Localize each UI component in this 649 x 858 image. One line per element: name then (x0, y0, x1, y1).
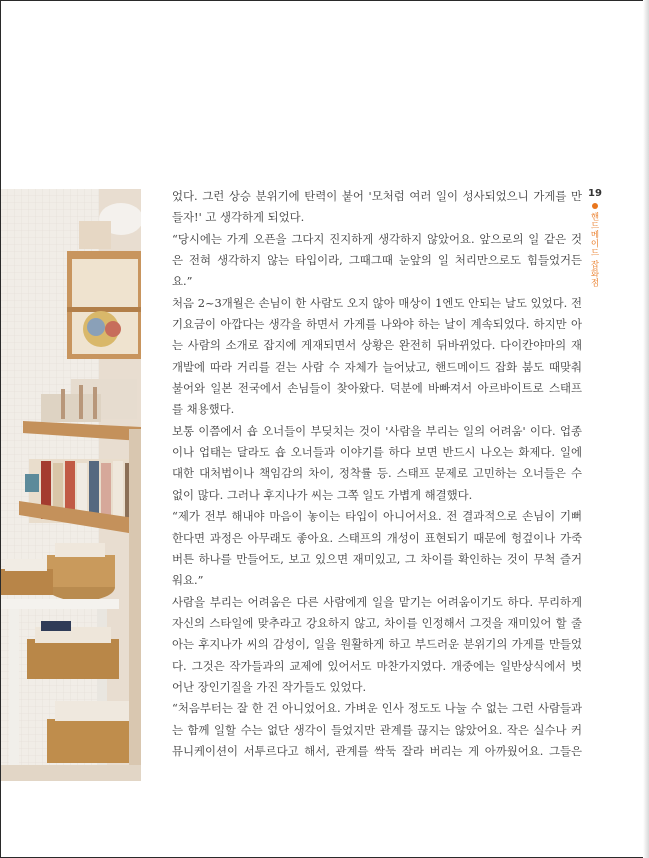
text-line: “제가 전부 해내야 마음이 놓이는 타입이 아니어서요. 전 결과적으로 손님이 기뻐 (172, 509, 582, 524)
folio-dot-icon (592, 203, 598, 209)
shop-shelves-photo (1, 189, 141, 781)
body-text (172, 186, 582, 762)
text-line: 대한 대처법이나 책임감의 차이, 정착률 등. 스태프 문제로 고민하는 오너들은 수 (172, 466, 582, 481)
text-line: 보통 이쯤에서 숍 오너들이 부딪치는 것이 '사람을 부리는 일의 어려움' 이다. 업종 (172, 423, 582, 438)
text-line: 처음 2~3개월은 손님이 한 사람도 오지 않아 매상이 1엔도 안되는 날도 있었다. 전 (172, 295, 582, 310)
text-line: 버튼 하나를 만들어도, 보고 있으면 재미있고, 그 차이를 확인하는 것이 무척 즐거 (172, 551, 582, 566)
text-line: 요.” (172, 274, 193, 289)
text-line: 불어와 일본 전국에서 손님들이 찾아왔다. 덕분에 바빠져서 아르바이트로 스태프 (172, 381, 582, 396)
text-line: 자신의 스타일에 맞추라고 강요하지 않고, 차이를 인정해서 그것을 재미있어 할 줄 (172, 615, 582, 630)
text-line: 어난 장인기질을 가진 작가들도 있었다. (172, 679, 367, 694)
running-head: 핸드메이드 잡화점 (589, 212, 599, 288)
text-line: “당시에는 가게 오픈을 그다지 진지하게 생각하지 않았어요. 앞으로의 일 같은 것 (172, 231, 582, 246)
text-line: 었다. 그런 상승 분위기에 탄력이 붙어 '모처럼 여러 일이 성사되었으니 가게를 만 (172, 189, 582, 203)
text-line: 뮤니케이션이 서투르다고 해서, 관계를 싹둑 잘라 버리는 게 아까웠어요. 그들은 (172, 743, 582, 758)
page-edge-shadow (643, 0, 649, 858)
text-line: 기요금이 아깝다는 생각을 하면서 가게를 나와야 하는 날이 계속되었다. 하지만 아 (172, 317, 582, 332)
text-line: 이나 업태는 달라도 숍 오너들과 이야기를 하다 보면 반드시 나오는 화제다. 일에 (172, 445, 582, 460)
text-line: 사람을 부리는 어려움은 다른 사람에게 일을 맡기는 어려움이기도 하다. 무리하게 (172, 594, 582, 609)
text-line: 없이 많다. 그러나 후지나가 씨는 그쪽 일도 가볍게 해결했다. (172, 487, 473, 502)
text-line: 개발에 따라 거리를 걷는 사람 수 자체가 늘어났고, 핸드메이드 잡화 붐도 때맞춰 (172, 359, 582, 374)
text-line: 는 사람의 소개로 잡지에 게재되면서 상황은 완전히 뒤바뀌었다. 다이칸야마의 재 (172, 338, 582, 353)
text-line: 한다면 과정은 아무래도 좋아요. 스태프의 개성이 표현되기 때문에 헝겊이나 가죽 (172, 530, 582, 545)
text-line: 를 채용했다. (172, 402, 235, 417)
text-line: “처음부터는 잘 한 건 아니었어요. 가벼운 인사 정도도 나눌 수 없는 그런 사람들과 (172, 701, 582, 716)
text-line: 다. 그것은 작가들과의 교제에 있어서도 마찬가지였다. 개중에는 일반상식에서 벗 (172, 658, 582, 673)
text-line: 워요.” (172, 573, 204, 588)
text-line: 은 전혀 생각하지 않는 타입이라, 그때그때 눈앞의 일 처리만으로도 힘들었거든 (172, 253, 582, 268)
text-line: 들자!' 고 생각하게 되었다. (172, 210, 305, 225)
text-line: 는 함께 일할 수는 없단 생각이 들었지만 관계를 끊지는 않았어요. 작은 실수나 커 (172, 722, 582, 737)
page-number: 19 (588, 188, 602, 199)
text-line: 아는 후지나가 씨의 감성이, 일을 원활하게 하고 부드러운 분위기의 가게를 만들었 (172, 637, 582, 652)
